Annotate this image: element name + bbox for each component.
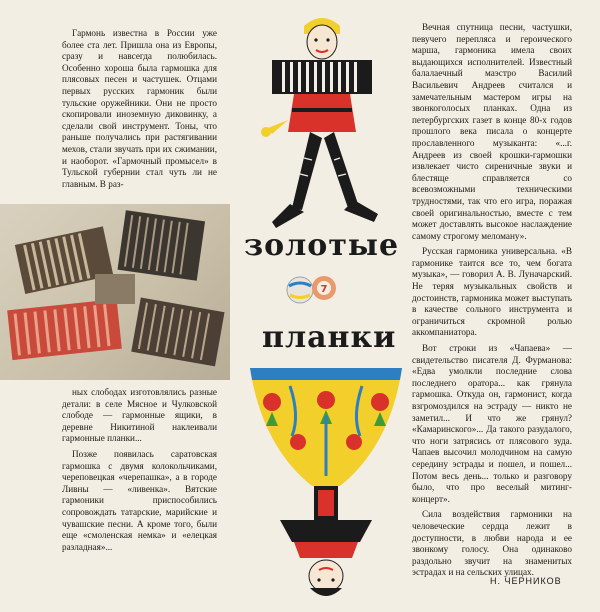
article-column-right [412,22,572,583]
decorative-goblet-illustration [240,366,412,606]
author-signature: Н. ЧЕРНИКОВ [490,576,562,586]
article-column-left-top [62,28,217,194]
article-title-line-1: золотые [244,228,400,263]
accordion-player-illustration [232,8,412,240]
article-paragraph: Гармонь известна в России уже более ста лет. Пришла она из Европы, сразу и навсегда полюбилась. Особенно хороша была гармошка для плясовых песен и частушек. Отцами первых русских гармоник были тульские оружейники. Они не просто скопировали иноземную диковинку, а сделали свой инструмент. Тоны, что раньше получались при растягивании мехов, стали звучать при их сжимании, и наоборот. «Гармочный промысел» в Тульской губернии стал чуть ли не главным. В раз- [62,28,217,189]
accordions-photo [0,204,230,380]
article-paragraph: Позже появилась саратовская гармошка с двумя колокольчиками, череповецкая «черепашка», а в городе Ливны — «ливенка». Вятские гармоники приспособились сопровождать татарские, марийские и чувашские песни. А кроме того, были еще «смоленская немка» и «елецкая разладная»... [62,448,217,552]
ball-number: 7 [320,284,328,295]
article-paragraph: Вот строки из «Чапаева» — свидетельство писателя Д. Фурманова: «Едва умолкли последние слова последнего оратора... как грянула гармошка. Откуда он, гармонист, когда взгромоздился на эстраду — никто не заметил... И что же грянул? «Камаринского»... Да такого разудалого, что ноги затрясись от плясового зуда. Чапаев высочил молодчином на самую середину эстрады и пошел, и пошел... Потом весь день... только и разговору было, что про веселый митинг-концерт». [412,343,572,504]
article-title-line-2: планки [262,320,397,355]
article-paragraph: ных слободах изготовлялись разные детали: в селе Мясное и Чулковской слободе — гармонные ящики, в деревне Никитиной наклеивали гармонные планки... [62,387,217,444]
article-paragraph: Сила воздействия гармоники на человеческие сердца лежит в доступности, в любви народа и ее звонкому голосу. Она одинаково раздольно звучит на знаменитых эстрадах и на сельских улицах. [412,509,572,578]
article-paragraph: Русская гармоника универсальна. «В гармонике таится все то, чем богата музыка», — говорил А. В. Луначарский. Не теряя музыкальных свойств и достоинств, гармоника может выступать в качестве сольного инструмента и ограничиться скромной ролью аккомпаниатора. [412,246,572,338]
balls-decoration [282,270,342,306]
article-paragraph: Вечная спутница песни, частушки, певучего переплясa и героического марша, гармоника имела своих выдающихся исполнителей. Известный балалаечный маэстро Василий Васильевич Андреев считался и замечательным мастером игры на звонкоголосых планках. Одна из петербургских газет в конце 80-х годов прошлого века писала о концерте прославленного музыканта: «...г. Андреев из своей крошки-гармошки извлекает чисто сиреничные звуки и блестяще справляется со всевозможными техническими трудностями, так что его игра, поражая своей оригинальностью, вместе с тем может доставлять высокое наслаждение самому строгому меломану». [412,22,572,241]
article-column-left-bottom [62,387,217,557]
accordions-illustration [0,204,230,380]
